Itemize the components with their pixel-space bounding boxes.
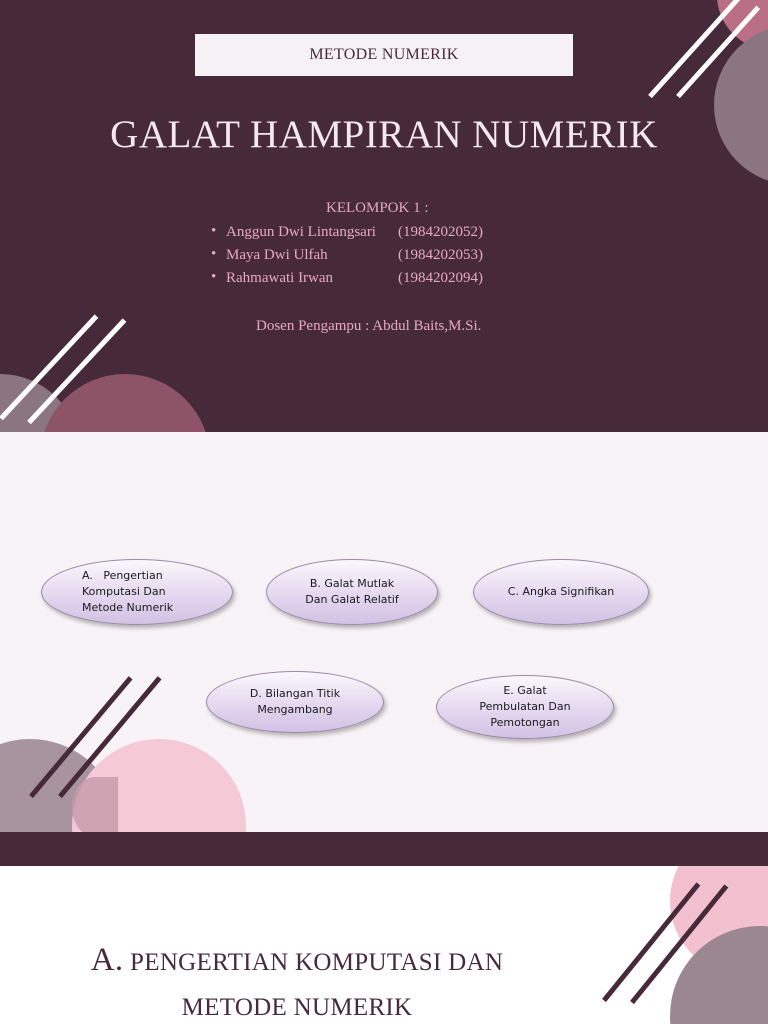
section-slide [0, 866, 768, 1024]
topic-label: E. Galat Pembulatan Dan Pemotongan [479, 684, 571, 729]
section-title-text: PENGERTIAN KOMPUTASI DAN [130, 949, 504, 976]
section-title-line2: METODE NUMERIK [181, 994, 413, 1021]
member-name: Anggun Dwi Lintangsari [226, 224, 376, 240]
slide-divider-band [0, 832, 768, 866]
bullet-icon: • [211, 269, 217, 285]
topic-label: Pengertian Komputasi Dan Metode Numerik [82, 569, 174, 614]
sub-materi-slide [0, 432, 768, 832]
bullet-icon: • [211, 246, 217, 262]
lecturer-text: Dosen Pengampu : Abdul Baits,M.Si. [256, 318, 482, 334]
topic-label: B. Galat Mutlak Dan Galat Relatif [305, 577, 399, 606]
bullet-icon: • [211, 223, 217, 239]
topic-label: C. Angka Signifikan [507, 585, 615, 598]
slide-title: GALAT HAMPIRAN NUMERIK [110, 113, 658, 156]
topic-a-oval[interactable] [41, 559, 233, 625]
section-letter: A. [90, 942, 124, 978]
topic-label: D. Bilangan Titik Mengambang [249, 687, 341, 716]
member-id: (1984202053) [398, 247, 483, 263]
topic-d-oval[interactable] [206, 671, 384, 733]
course-name: METODE NUMERIK [309, 46, 459, 63]
decor-circle-overlap [72, 777, 118, 832]
topic-letter: A. [82, 569, 93, 582]
topic-b-oval[interactable] [266, 559, 438, 625]
topic-e-oval[interactable] [436, 675, 614, 739]
member-id: (1984202094) [398, 270, 483, 286]
group-label: KELOMPOK 1 : [326, 200, 429, 216]
course-header-box [195, 34, 573, 76]
title-slide [0, 0, 768, 432]
section-title-line1 [0, 942, 594, 979]
member-name: Rahmawati Irwan [226, 270, 334, 286]
member-name: Maya Dwi Ulfah [226, 247, 328, 263]
topic-c-oval[interactable] [473, 559, 649, 625]
member-id: (1984202052) [398, 224, 483, 240]
